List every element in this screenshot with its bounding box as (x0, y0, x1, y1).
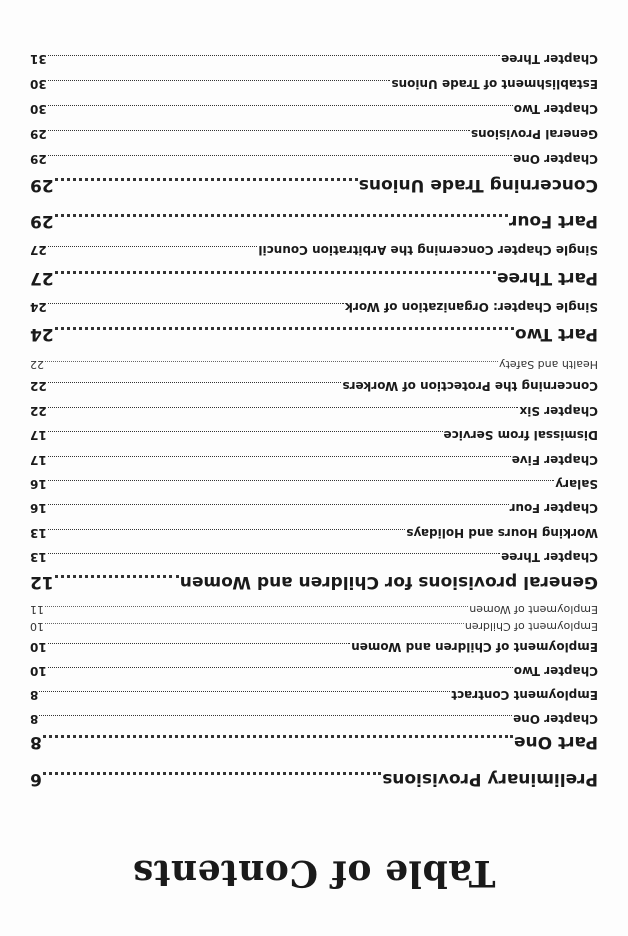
dot-leader (48, 55, 500, 56)
toc-entry-label: Chapter One (513, 712, 598, 726)
toc-entry-label: Establishment of Trade Unions (391, 77, 598, 91)
dot-leader (48, 407, 519, 408)
toc-entry-label: Employment of Women (469, 603, 598, 616)
toc-entry (30, 501, 598, 515)
dot-leader (55, 575, 179, 578)
toc-entry-page: 8 (30, 712, 39, 726)
toc-entry-page: 8 (30, 688, 39, 702)
dot-leader (48, 643, 350, 644)
toc-entry-page: 10 (30, 640, 47, 654)
toc-entry-page: 17 (30, 453, 47, 467)
toc-entry (30, 268, 598, 288)
toc-entry-page: 13 (30, 550, 47, 564)
toc-entry-label: Dismissal from Service (443, 428, 598, 442)
toc-entry-page: 22 (30, 358, 44, 371)
toc-entry-page: 27 (30, 243, 47, 257)
toc-entry-label: Concerning the Protection of Workers (342, 379, 598, 393)
dot-leader (48, 456, 511, 457)
dot-leader (48, 303, 344, 304)
toc-entry (30, 428, 598, 442)
dot-leader (43, 772, 381, 775)
toc-entry (30, 152, 598, 166)
toc-entry-label: Single Chapter Concerning the Arbitration Council (258, 243, 598, 257)
toc-entry-label: Salary (555, 477, 598, 491)
dot-leader (55, 178, 358, 181)
toc-entry (30, 769, 598, 789)
toc-entry-page: 29 (30, 211, 54, 231)
dot-leader (48, 480, 555, 481)
toc-entry (30, 211, 598, 231)
toc-entry (30, 688, 598, 702)
toc-entry (30, 453, 598, 467)
toc-entry (30, 102, 598, 116)
toc-entry-page: 30 (30, 102, 47, 116)
toc-entry (30, 620, 598, 633)
dot-leader (43, 735, 513, 738)
toc-entry (30, 379, 598, 393)
toc-entry-label: Chapter Four (509, 501, 598, 515)
toc-entry (30, 526, 598, 540)
toc-entry-label: General provisions for Children and Women (179, 572, 598, 592)
toc-entry (30, 712, 598, 726)
toc-entry-label: Chapter Five (511, 453, 598, 467)
toc-entry-label: Part One (514, 732, 598, 752)
dot-leader (48, 504, 509, 505)
toc-entry-label: Part Four (509, 211, 598, 231)
dot-leader (45, 623, 464, 624)
toc-entry (30, 732, 598, 752)
toc-entry-label: Part Three (496, 268, 598, 288)
dot-leader (48, 667, 513, 668)
toc-entry-label: Chapter Two (513, 664, 598, 678)
toc-entry (30, 404, 598, 418)
toc-entry-label: Part Two (514, 324, 598, 344)
toc-entry-label: Working Hours and Holidays (406, 526, 598, 540)
dot-leader (48, 80, 391, 81)
toc-entry-page: 24 (30, 300, 47, 314)
dot-leader (48, 130, 470, 131)
toc-entry (30, 640, 598, 654)
toc-entry (30, 243, 598, 257)
toc-entry-page: 17 (30, 428, 47, 442)
toc-entry-page: 29 (30, 175, 54, 195)
toc-entry-page: 24 (30, 324, 54, 344)
toc-entry-label: Single Chapter: Organization of Work (344, 300, 598, 314)
dot-leader (48, 246, 258, 247)
dot-leader (45, 606, 468, 607)
dot-leader (48, 105, 513, 106)
toc-entry-page: 10 (30, 664, 47, 678)
toc-entry (30, 664, 598, 678)
dot-leader (55, 327, 514, 330)
toc-entry (30, 52, 598, 66)
toc-entry-label: Health and Safety (499, 358, 598, 371)
dot-leader (45, 361, 498, 362)
toc-entry-page: 22 (30, 404, 47, 418)
toc-entry-page: 29 (30, 152, 47, 166)
toc-entry (30, 477, 598, 491)
toc-entry (30, 550, 598, 564)
toc-entry-label: Chapter Two (513, 102, 598, 116)
toc-entry-page: 30 (30, 77, 47, 91)
dot-leader (48, 529, 406, 530)
toc-entry-page: 16 (30, 501, 47, 515)
toc-entry-page: 13 (30, 526, 47, 540)
toc-entry (30, 603, 598, 616)
toc-entry-page: 31 (30, 52, 47, 66)
page-title: Table of Contents (132, 852, 496, 894)
toc-entry-label: Chapter One (513, 152, 598, 166)
toc-entry-page: 8 (30, 732, 42, 752)
toc-entry-label: Employment of Children and Women (351, 640, 598, 654)
toc-entry-page: 29 (30, 127, 47, 141)
toc-entry (30, 127, 598, 141)
dot-leader (48, 382, 342, 383)
toc-entry-page: 10 (30, 620, 44, 633)
toc-entry (30, 324, 598, 344)
toc-entry-label: Chapter Three (501, 52, 598, 66)
dot-leader (48, 553, 500, 554)
toc-entry (30, 77, 598, 91)
toc-entry-page: 12 (30, 572, 54, 592)
toc-entry-label: Chapter Six (519, 404, 598, 418)
dot-leader (39, 691, 450, 692)
toc-entry-label: General Provisions (470, 127, 598, 141)
toc-entry-label: Preliminary Provisions (382, 769, 598, 789)
toc-entry-page: 6 (30, 769, 42, 789)
dot-leader (48, 155, 512, 156)
toc-entry-label: Employment Contract (451, 688, 598, 702)
dot-leader (39, 715, 512, 716)
toc-entry-page: 27 (30, 268, 54, 288)
dot-leader (48, 431, 443, 432)
toc-entry (30, 300, 598, 314)
toc-entry-page: 16 (30, 477, 47, 491)
toc-entry (30, 175, 598, 195)
toc-entry-label: Chapter Three (501, 550, 598, 564)
toc-entry (30, 358, 598, 371)
toc-entry (30, 572, 598, 592)
dot-leader (55, 214, 508, 217)
toc-entry-page: 11 (30, 603, 44, 616)
toc-entry-label: Concerning Trade Unions (358, 175, 598, 195)
dot-leader (55, 271, 496, 274)
toc-entry-label: Employment of Children (464, 620, 598, 633)
toc-entry-page: 22 (30, 379, 47, 393)
